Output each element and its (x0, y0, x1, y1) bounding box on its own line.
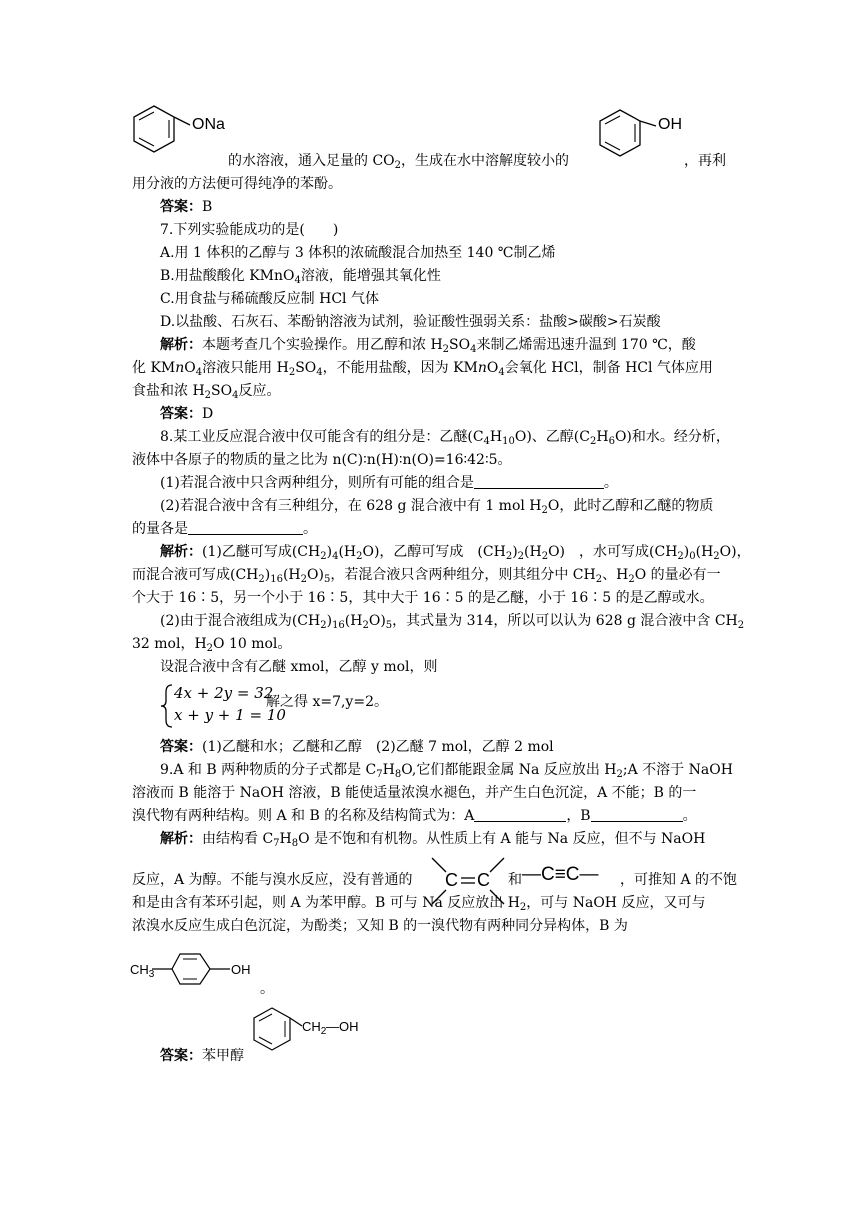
q9-analysis-2c: ，可推知 A 的不饱 (620, 872, 738, 888)
equation-1: 4x + 2y = 32 (174, 684, 274, 702)
q7-stem: 7.下列实验能成功的是( ) (160, 222, 339, 238)
q7-option-c: C.用食盐与稀硫酸反应制 HCl 气体 (160, 291, 379, 307)
q9-analysis-4: 浓溴水反应生成白色沉淀，为酚类；又知 B 的一溴代物有两种同分异构体，B 为 (132, 918, 628, 934)
q7-answer: 答案：D (160, 406, 214, 422)
carbon-right: C (477, 870, 490, 890)
q7-analysis-1: 解析：本题考查几个实验操作。用乙醇和浓 $H_2SO_4$来制乙烯需迅速升温到 170 ℃，酸 (160, 337, 696, 355)
q8-part2-cont: 的量各是 。 (132, 521, 317, 537)
q9-analysis-2b: 和 (508, 872, 522, 888)
q8-answer: 答案：(1)乙醚和水；乙醚和乙醇 (2)乙醚 7 mol，乙醇 2 mol (160, 739, 554, 755)
q8-part2: (2)若混合液中含有三种组分，在 628 g 混合液中有 1 mol $H_2O$，此时乙醇和乙醚的物质 (160, 498, 714, 516)
ch2-label: $CH_2$ (302, 1019, 327, 1037)
sodium-phenoxide-structure (128, 100, 238, 166)
q9-stem-3: 溴代物有两种结构。则 A 和 B 的名称及结构简式为：A ，B 。 (132, 808, 697, 824)
answer-blank (474, 808, 566, 822)
q8-analysis-3: 个大于 16∶5，另一个小于 16∶5，其中大于 16∶5 的是乙醚，小于 16∶5 的是乙醇或水。 (132, 590, 714, 606)
q8-stem-1: 8.某工业反应混合液中仅可能含有的组分是：乙醚$(C_4H_{10}O)$、乙醇$(C_2H_6O)$和水。经分析， (160, 429, 730, 447)
q8-analysis-5: 32 mol，$H_2O$ 10 mol。 (132, 636, 292, 654)
answer-blank (474, 475, 604, 489)
q8-analysis-1: 解析：(1)乙醚可写成$(CH_2)_4(H_2O)$，乙醇可写成 $(CH_2)_2(H_2O)$ ，水可写成$(CH_2)_0(H_2O)$， (160, 544, 751, 562)
q9-answer: 答案：苯甲醇 (160, 1048, 244, 1064)
q9-analysis-3: 和是由含有苯环引起，则 A 为苯甲醇。B 可与 Na 反应放出 $H_2$，可与 NaOH 反应，又可与 (132, 895, 706, 913)
equation-solve: 解之得 x=7,y=2。 (266, 694, 388, 710)
q8-stem-2: 液体中各原子的物质的量之比为 n(C)∶n(H)∶n(O)=16∶42∶5。 (132, 452, 512, 468)
q9-analysis-1: 解析：由结构看 $C_7H_8O$ 是不饱和有机物。从性质上有 A 能与 Na 反应，但不与 NaOH (160, 831, 706, 849)
q7-option-b: B.用盐酸酸化 KMnO$_4$溶液，能增强其氧化性 (160, 268, 441, 286)
q9-analysis-2a: 反应，A 为醇。不能与溴水反应，没有普通的 (132, 872, 413, 888)
triple-bond-structure: —C≡C— (522, 864, 599, 885)
q9-stem-1: 9.A 和 B 两种物质的分子式都是 $C_7H_8O$,它们都能跟金属 Na 反应放出 $H_2;A$ 不溶于 NaOH (160, 762, 733, 780)
cresol-oh-label: OH (231, 962, 251, 977)
q8-analysis-4: (2)由于混合液组成为$(CH_2)_{16}(H_2O)_5$，其式量为 314，所以可以认为 628 g 混合液中含 $CH_2$ (160, 613, 745, 631)
q9-stem-2: 溶液而 B 能溶于 NaOH 溶液，B 能使适量浓溴水褪色，并产生白色沉淀，A 不能；B 的一 (132, 785, 697, 801)
ch3-label: $CH_3$ (130, 962, 155, 980)
q7-option-a: A.用 1 体积的乙醇与 3 体积的浓硫酸混合加热至 140 ℃制乙烯 (160, 245, 556, 261)
q8-analysis-6: 设混合液中含有乙醚 xmol，乙醇 y mol，则 (160, 659, 438, 675)
equation-2: x + y + 1 = 10 (174, 706, 286, 724)
oh-label: OH (658, 116, 682, 133)
q7-analysis-2: 化 KMnO$_4$溶液只能用 $H_2SO_4$，不能用盐酸，因为 KMnO$_4$会氧化 HCl，制备 HCl 气体应用 (132, 360, 713, 378)
q9-b-end: 。 (260, 981, 274, 997)
q6-line1a: 的水溶液，通入足量的 $CO_2$，生成在水中溶解度较小的 (228, 153, 570, 171)
benzyl-alcohol-structure (250, 1002, 380, 1068)
q7-option-d: D.以盐酸、石灰石、苯酚钠溶液为试剂，验证酸性强弱关系：盐酸>碳酸>石炭酸 (160, 314, 661, 330)
answer-blank (188, 521, 303, 535)
answer-blank (591, 808, 683, 822)
q6-answer: 答案：B (160, 199, 213, 215)
ona-label: ONa (192, 116, 225, 133)
q8-part1: (1)若混合液中只含两种组分，则所有可能的组合是 。 (160, 475, 618, 491)
equation-brace (160, 684, 174, 728)
q6-line2: 用分液的方法便可得纯净的苯酚。 (132, 176, 342, 192)
q7-analysis-3: 食盐和浓 $H_2SO_4$反应。 (132, 383, 281, 401)
p-cresol-structure (130, 946, 270, 996)
benzyl-oh-label: —OH (326, 1019, 359, 1034)
q8-analysis-2: 而混合液可写成$(CH_2)_{16}(H_2O)_5$，若混合液只含两种组分，则其组分中 $CH_2$、$H_2O$ 的量必有一 (132, 567, 721, 585)
q6-line1d: ，再利 (684, 153, 726, 169)
carbon-left: C (445, 870, 458, 890)
